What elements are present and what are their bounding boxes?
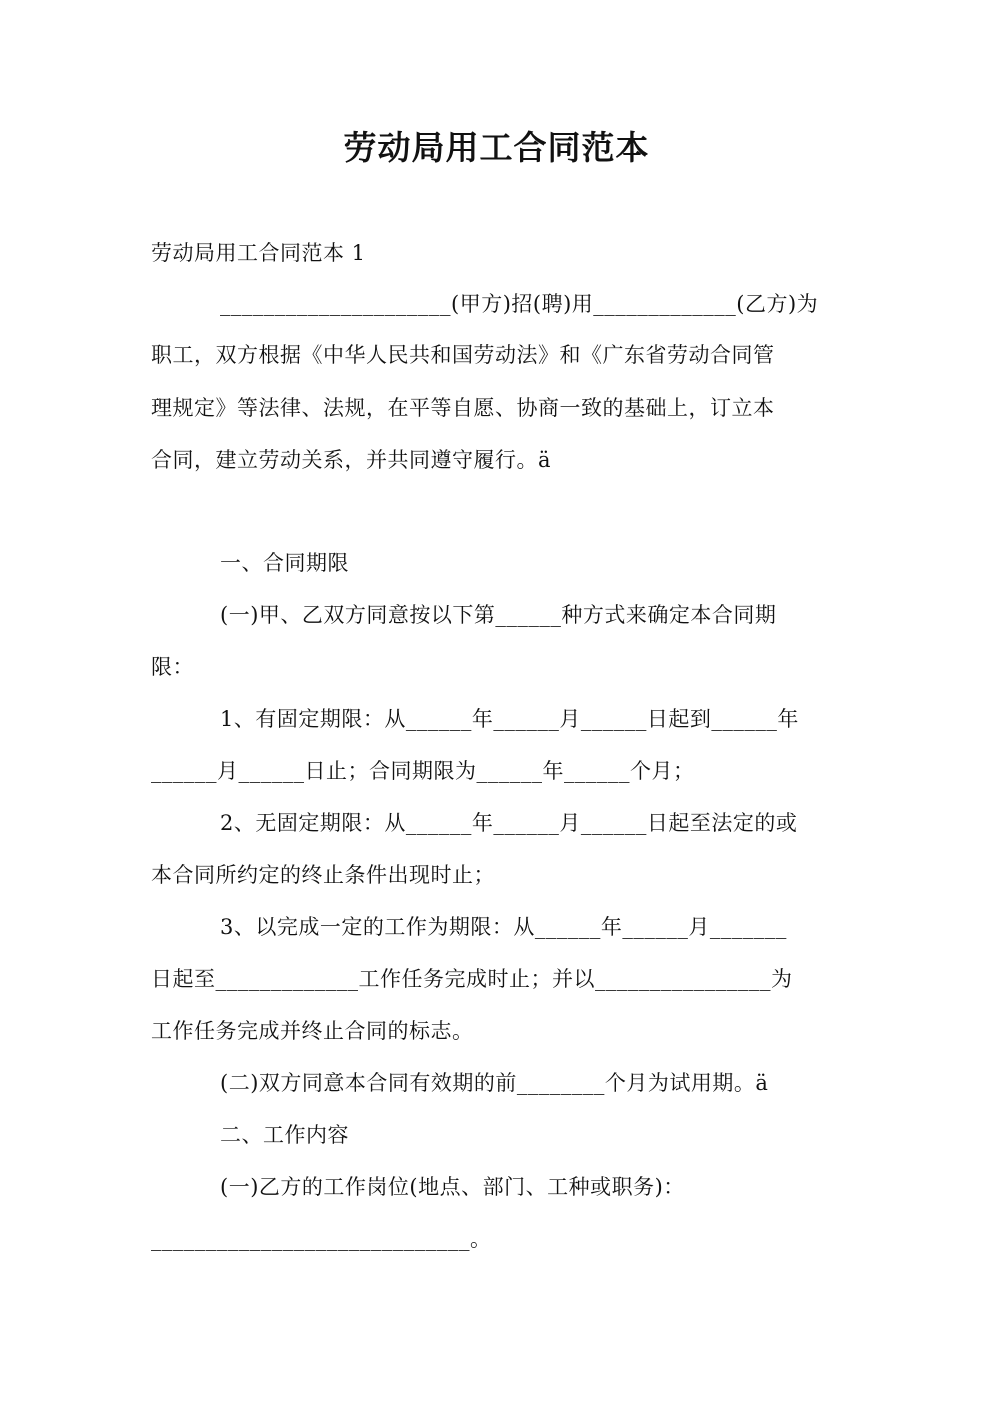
paragraph-line: 理规定》等法律、法规，在平等自愿、协商一致的基础上，订立本 [151, 396, 775, 420]
paragraph-line: 限： [151, 655, 194, 679]
paragraph-line: 本合同所约定的终止条件出现时止； [151, 863, 495, 887]
paragraph-line: ______月______日止；合同期限为______年______个月； [151, 759, 695, 783]
paragraph-line: 3、以完成一定的工作为期限：从______年______月_______ [220, 915, 787, 939]
paragraph-line: 日起至_____________工作任务完成时止；并以________________为 [151, 967, 793, 991]
section-heading: 二、工作内容 [220, 1123, 349, 1147]
paragraph-line: 合同，建立劳动关系，并共同遵守履行。ä [151, 448, 552, 472]
paragraph-line: 1、有固定期限：从______年______月______日起到______年 [220, 707, 799, 731]
paragraph-line: (二)双方同意本合同有效期的前________个月为试用期。ä [220, 1071, 769, 1095]
paragraph-line: (一)乙方的工作岗位(地点、部门、工种或职务)： [220, 1175, 685, 1199]
section-heading: 一、合同期限 [220, 551, 349, 575]
paragraph-line: _____________________(甲方)招(聘)用_____________(乙方)为 [220, 292, 819, 316]
document-title: 劳动局用工合同范本 [343, 128, 650, 167]
contract-subtitle: 劳动局用工合同范本 1 [151, 241, 366, 265]
paragraph-line: 2、无固定期限：从______年______月______日起至法定的或 [220, 811, 798, 835]
paragraph-line: (一)甲、乙双方同意按以下第______种方式来确定本合同期 [220, 603, 777, 627]
paragraph-line: _____________________________。 [151, 1227, 492, 1251]
paragraph-line: 职工，双方根据《中华人民共和国劳动法》和《广东省劳动合同管 [151, 343, 775, 367]
paragraph-line: 工作任务完成并终止合同的标志。 [151, 1019, 474, 1043]
